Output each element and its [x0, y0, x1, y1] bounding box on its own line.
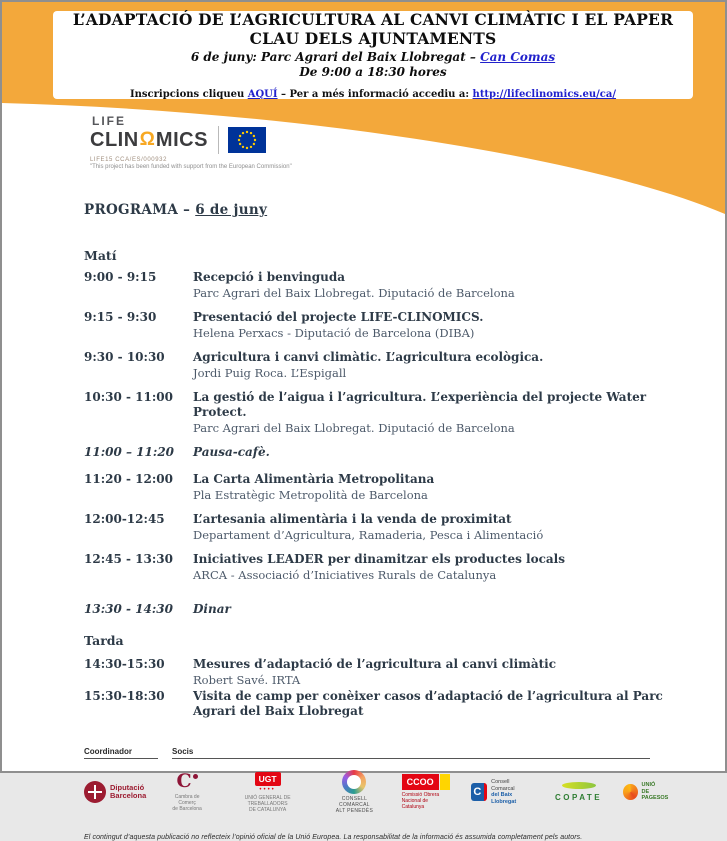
logo-text-line: DE PAGESOS [641, 788, 669, 802]
ccoo-logo [402, 774, 450, 810]
copate-text: COPATE [554, 793, 603, 802]
copate-logo [555, 782, 602, 802]
logo-text-line: UNIÓ GENERAL DE TREBALLADORS [244, 794, 291, 807]
program-time: 15:30-18:30 [84, 689, 165, 703]
inscription-aqui-link[interactable]: AQUÍ [247, 89, 278, 100]
program-title: La Carta Alimentària Metropolitana [193, 472, 435, 486]
page-title-line1: L’ADAPTACIÓ DE L’AGRICULTURA AL CANVI CLIMÀTIC I EL PAPER [72, 10, 674, 29]
copate-swoosh-icon [562, 782, 596, 789]
partner-logos-row [84, 770, 674, 814]
program-speaker: Pla Estratègic Metropolità de Barcelona [193, 488, 428, 502]
logo-text-line: Consell Comarcal [491, 779, 515, 792]
inscription-middle: – Per a més informació accediu a: [277, 89, 473, 100]
inscription-prefix: Inscripcions cliqueu [129, 89, 248, 100]
page-title-line2: CLAU DELS AJUNTAMENTS [249, 28, 497, 48]
unio-pagesos-icon [623, 784, 637, 800]
partners-label: Socis [172, 747, 650, 759]
program-speaker: Helena Perxacs - Diputació de Barcelona (DIBA) [193, 326, 475, 340]
logo-text-line: Comissió Obrera [401, 792, 440, 798]
program-cell [193, 602, 674, 617]
life-clinomics-logo [90, 114, 292, 170]
consell-comarcal-baix-llobregat-logo [471, 779, 534, 805]
program-row-pausa-cafe [84, 445, 674, 460]
program-time: 9:00 - 9:15 [84, 270, 157, 284]
logo-text-line: UNIÓ [641, 782, 656, 789]
program-time: 13:30 - 14:30 [84, 602, 173, 616]
program-cell [193, 390, 674, 435]
ugt-dots: •••• [259, 786, 276, 793]
program-speaker: Parc Agrari del Baix Llobregat. Diputació de Barcelona [193, 286, 515, 300]
program-title: L’artesania alimentària i la venda de proximitat [193, 512, 512, 526]
program-row [84, 552, 674, 582]
program-row [84, 689, 674, 719]
program-cell [193, 512, 674, 542]
program-cell [193, 689, 674, 719]
program-speaker: Parc Agrari del Baix Llobregat. Diputació de Barcelona [193, 421, 515, 435]
program-cell [193, 350, 674, 380]
diputacio-barcelona-text [110, 784, 146, 801]
program-time: 9:15 - 9:30 [84, 310, 157, 324]
lifeclinomics-url-link[interactable]: http://lifeclinomics.eu/ca/ [472, 89, 617, 100]
coordinator-label: Coordinador [84, 747, 158, 759]
logo-text-line: Nacional de Catalunya [401, 798, 429, 810]
eu-disclaimer: El contingut d’aquesta publicació no reflecteix l’opinió oficial de la Unió Europea. La responsabilitat de la informació és assumida completament pels autors. [84, 834, 583, 841]
program-title: La gestió de l’aigua i l’agricultura. L’experiència del projecte Water Protect. [193, 390, 647, 419]
program-time: 10:30 - 11:00 [84, 390, 173, 404]
logo-text-line: Cambra de Comerç [174, 793, 200, 806]
program-title: Agricultura i canvi climàtic. L’agricultura ecològica. [193, 350, 544, 364]
cambra-dot [193, 774, 198, 779]
program-title: Recepció i benvinguda [193, 270, 346, 284]
program-time: 12:00-12:45 [84, 512, 165, 526]
baix-llobregat-icon: C [471, 783, 487, 801]
program-time: 14:30-15:30 [84, 657, 165, 671]
alt-penedes-text [328, 796, 380, 814]
program-speaker: Robert Savé. IRTA [193, 673, 301, 687]
diputacio-barcelona-logo [84, 781, 146, 803]
header-title-box [53, 11, 693, 99]
program-heading-prefix: PROGRAMA – [84, 202, 196, 218]
eu-flag-icon [228, 127, 266, 153]
ugt-icon: UGT [255, 772, 281, 786]
alt-penedes-ring-icon [342, 770, 366, 794]
program-section [84, 202, 674, 841]
project-code: LIFE15 CCA/ES/000932 [90, 157, 168, 163]
ugt-text [228, 795, 307, 813]
program-title: Dinar [193, 602, 231, 616]
funding-note: "This project has been funded with support from the European Commission" [90, 164, 292, 170]
program-speaker: Jordi Puig Roca. L’Espigall [193, 366, 347, 380]
unio-pagesos-text [642, 782, 674, 802]
unio-de-pagesos-logo [623, 782, 674, 802]
cambra-comerc-text [167, 794, 207, 812]
program-row [84, 657, 674, 687]
cambra-glyph: C [176, 769, 192, 792]
logo-text-line: CONSELL COMARCAL [339, 796, 370, 808]
cambra-comerc-icon [176, 769, 198, 792]
logo-text-line: Diputació [110, 782, 145, 792]
program-cell [193, 552, 674, 582]
program-row [84, 350, 674, 380]
logo-text-line: DE CATALUNYA [248, 806, 287, 813]
logo-text-line: ALT PENEDÈS [335, 808, 374, 814]
section-label-tarda: Tarda [84, 633, 124, 648]
program-row [84, 472, 674, 502]
logo-text-line: de Barcelona [172, 805, 202, 812]
ccoo-text [402, 792, 450, 810]
program-title: Pausa-cafè. [193, 445, 270, 459]
program-cell [193, 270, 674, 300]
ccoo-flag-accent [440, 774, 450, 790]
program-heading-date: 6 de juny [195, 202, 268, 218]
program-time: 11:20 - 12:00 [84, 472, 173, 486]
logo-mics-text: MICS [155, 128, 208, 151]
program-row [84, 512, 674, 542]
program-time: 9:30 - 10:30 [84, 350, 165, 364]
program-row-dinar [84, 602, 674, 617]
ugt-logo [228, 772, 307, 813]
program-title: Iniciatives LEADER per dinamitzar els productes locals [193, 552, 565, 566]
event-date-location [53, 50, 693, 65]
logo-life-text: LIFE [92, 114, 126, 128]
program-time: 11:00 – 11:20 [84, 445, 175, 459]
omega-icon: Ω [139, 129, 155, 150]
program-title: Presentació del projecte LIFE-CLINOMICS. [193, 310, 484, 324]
cambra-comerc-logo [167, 769, 207, 812]
logo-main-row [90, 126, 292, 154]
program-row [84, 310, 674, 340]
ccoo-icon [402, 774, 450, 790]
program-cell [193, 310, 674, 340]
diputacio-barcelona-icon [84, 781, 106, 803]
partner-labels [84, 747, 674, 759]
section-label-mati: Matí [84, 248, 117, 263]
can-comas-link[interactable]: Can Comas [480, 50, 556, 64]
program-cell [193, 657, 674, 687]
program-heading [84, 202, 674, 218]
event-hours: De 9:00 a 18:30 hores [299, 65, 447, 79]
program-time: 12:45 - 13:30 [84, 552, 173, 566]
program-row [84, 270, 674, 300]
program-cell [193, 472, 674, 502]
logo-text-line: del Baix Llobregat [491, 792, 517, 805]
program-speaker: ARCA - Associació d’Iniciatives Rurals de Catalunya [193, 568, 497, 582]
inscription-line [53, 89, 693, 100]
baix-llobregat-text [491, 779, 534, 805]
subtitle-text: 6 de juny: Parc Agrari del Baix Llobregat – [190, 50, 481, 64]
logo-clin-text: CLIN [90, 128, 139, 151]
program-title: Visita de camp per conèixer casos d’adaptació de l’agricultura al Parc Agrari del Baix Llobregat [193, 689, 663, 718]
ccoo-acronym: CCOO [402, 774, 439, 790]
logo-text-line: Barcelona [110, 791, 147, 800]
program-speaker: Departament d’Agricultura, Ramaderia, Pesca i Alimentació [193, 528, 544, 542]
partners-footer [84, 747, 674, 841]
program-title: Mesures d’adaptació de l’agricultura al canvi climàtic [193, 657, 557, 671]
program-cell [193, 445, 674, 460]
program-row [84, 390, 674, 435]
consell-comarcal-alt-penedes-logo [328, 770, 380, 814]
logo-divider [218, 126, 219, 154]
